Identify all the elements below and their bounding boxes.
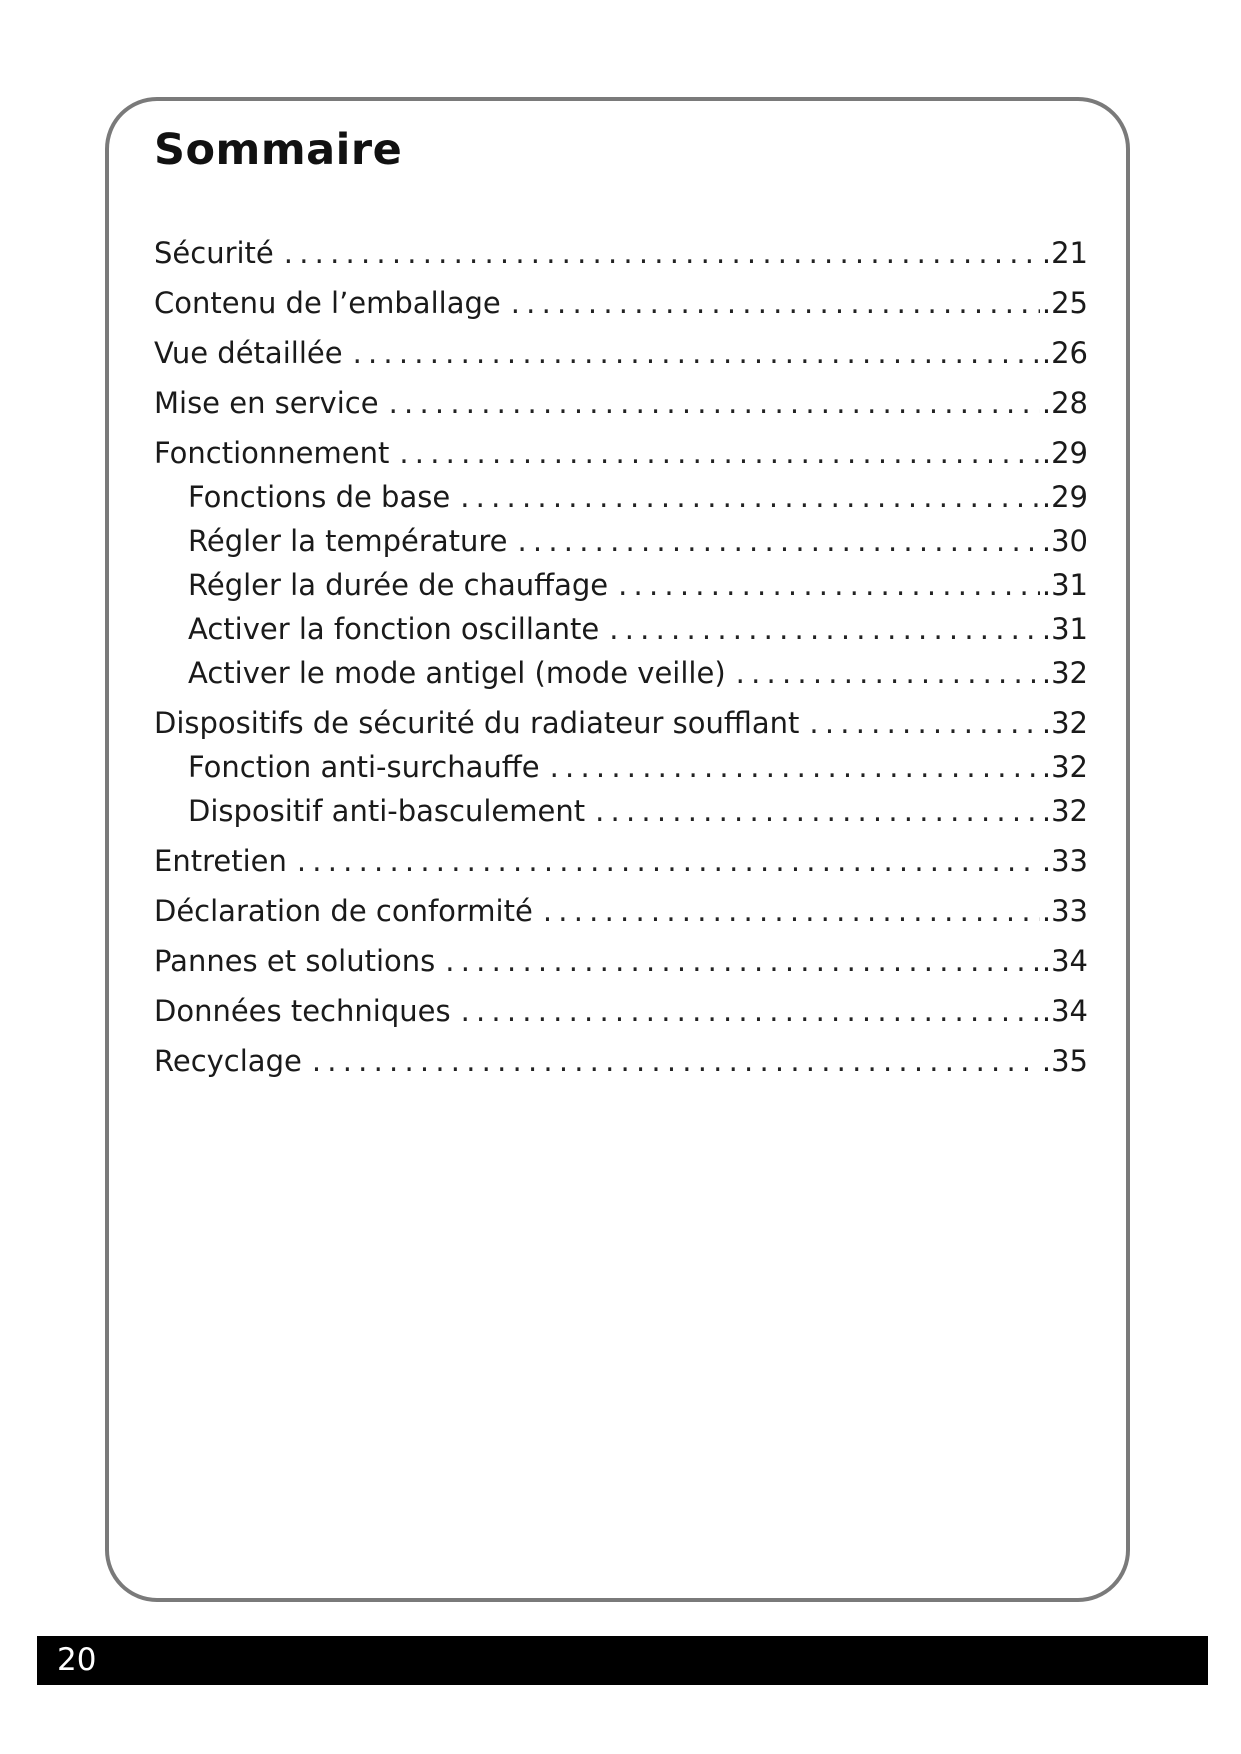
dot-leader (609, 611, 1040, 647)
toc-entry-label: Dispositif anti-basculement (188, 794, 586, 828)
toc-entry[interactable] (154, 893, 1088, 929)
toc-entry[interactable] (154, 335, 1088, 371)
toc-entry-page: .34 (1041, 944, 1088, 978)
toc-entry-label: Sécurité (154, 236, 274, 270)
dot-leader (460, 479, 1040, 515)
toc-entry-label: Fonctionnement (154, 436, 390, 470)
dot-leader (461, 993, 1040, 1029)
toc-entry-page: .21 (1041, 236, 1088, 270)
toc-subentry[interactable] (154, 749, 1088, 785)
dot-leader (353, 335, 1040, 371)
dot-leader (809, 705, 1039, 741)
toc-entry-label: Contenu de l’emballage (154, 286, 501, 320)
toc-entry[interactable] (154, 435, 1088, 471)
dot-leader (517, 523, 1039, 559)
toc-entry-page: .30 (1041, 524, 1088, 558)
toc-entry[interactable] (154, 843, 1088, 879)
toc-entry[interactable] (154, 993, 1088, 1029)
toc-entry-label: Activer le mode antigel (mode veille) (188, 656, 726, 690)
toc-entry-label: Activer la fonction oscillante (188, 612, 600, 646)
dot-leader (399, 435, 1040, 471)
toc-entry-page: .33 (1041, 844, 1088, 878)
dot-leader (736, 655, 1040, 691)
footer-bar (37, 1636, 1208, 1685)
toc-entry-page: .32 (1041, 656, 1088, 690)
toc-entry[interactable] (154, 285, 1088, 321)
dot-leader (618, 567, 1040, 603)
toc-entry-page: .26 (1041, 336, 1088, 370)
table-of-contents (154, 235, 1088, 1079)
toc-entry-page: .28 (1041, 386, 1088, 420)
toc-entry[interactable] (154, 943, 1088, 979)
toc-entry-label: Recyclage (154, 1044, 302, 1078)
dot-leader (550, 749, 1040, 785)
toc-entry-page: .32 (1041, 750, 1088, 784)
page-number: 20 (57, 1642, 97, 1678)
toc-entry-label: Vue détaillée (154, 336, 343, 370)
dot-leader (595, 793, 1040, 829)
toc-entry-label: Fonction anti-surchauffe (188, 750, 540, 784)
toc-entry-label: Données techniques (154, 994, 451, 1028)
toc-entry-page: .25 (1041, 286, 1088, 320)
toc-entry[interactable] (154, 235, 1088, 271)
toc-entry-page: .31 (1041, 568, 1088, 602)
toc-subentry[interactable] (154, 655, 1088, 691)
toc-entry[interactable] (154, 1043, 1088, 1079)
toc-entry-page: .32 (1041, 794, 1088, 828)
toc-entry-label: Entretien (154, 844, 287, 878)
toc-entry[interactable] (154, 385, 1088, 421)
toc-subentry[interactable] (154, 523, 1088, 559)
toc-entry-page: .32 (1041, 706, 1088, 740)
toc-entry[interactable] (154, 705, 1088, 741)
page-title: Sommaire (154, 125, 403, 175)
toc-entry-label: Régler la durée de chauffage (188, 568, 609, 602)
toc-subentry[interactable] (154, 611, 1088, 647)
toc-entry-label: Déclaration de conformité (154, 894, 533, 928)
toc-entry-label: Régler la température (188, 524, 508, 558)
dot-leader (543, 893, 1040, 929)
dot-leader (511, 285, 1040, 321)
toc-subentry[interactable] (154, 793, 1088, 829)
dot-leader (297, 843, 1040, 879)
toc-entry-page: .35 (1041, 1044, 1088, 1078)
toc-entry-label: Mise en service (154, 386, 379, 420)
toc-entry-page: .31 (1041, 612, 1088, 646)
dot-leader (312, 1043, 1040, 1079)
toc-subentry[interactable] (154, 479, 1088, 515)
toc-entry-page: .33 (1041, 894, 1088, 928)
dot-leader (284, 235, 1040, 271)
toc-entry-page: .29 (1041, 480, 1088, 514)
dot-leader (445, 943, 1040, 979)
toc-entry-label: Fonctions de base (188, 480, 451, 514)
toc-entry-label: Pannes et solutions (154, 944, 436, 978)
toc-entry-page: .34 (1041, 994, 1088, 1028)
toc-entry-label: Dispositifs de sécurité du radiateur soufflant (154, 706, 800, 740)
toc-subentry[interactable] (154, 567, 1088, 603)
dot-leader (389, 385, 1040, 421)
toc-entry-page: .29 (1041, 436, 1088, 470)
